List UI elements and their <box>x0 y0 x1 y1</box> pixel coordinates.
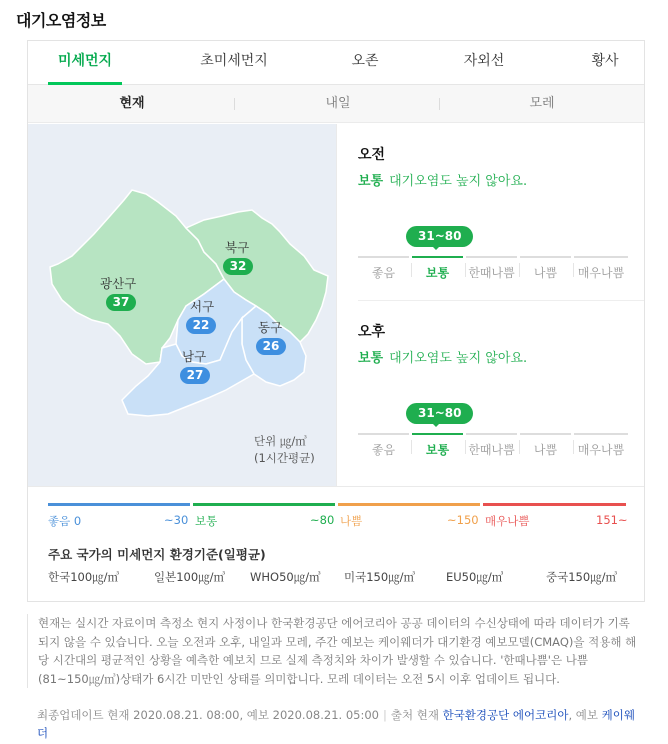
district-value-seo: 22 <box>186 317 216 334</box>
scale-seg-bad <box>520 256 571 258</box>
standard-very-bad-end: 151~ <box>596 513 628 527</box>
forecast-afternoon-title: 오후 <box>358 324 386 340</box>
district-map <box>28 124 336 486</box>
level-temp-bad: 한때나쁨 <box>468 266 515 280</box>
forecast-afternoon-range <box>406 403 473 424</box>
level-very-bad: 매우나쁨 <box>577 443 625 457</box>
level-normal: 보통 <box>425 443 450 457</box>
map-shapes <box>28 124 336 486</box>
scale-seg-very-bad <box>574 256 628 258</box>
level-bad: 나쁨 <box>533 443 558 457</box>
standard-good-end: ~30 <box>164 513 189 527</box>
time-subtabs <box>28 85 644 123</box>
district-name-gwangsan: 광산구 <box>100 276 137 291</box>
district-value-buk: 32 <box>223 258 253 275</box>
forecast-afternoon-status <box>358 347 628 366</box>
standard-good-label: 좋음 0 <box>48 514 82 528</box>
country-japan: 일본100㎍/㎥ <box>154 570 226 584</box>
forecast-morning-status <box>358 170 628 189</box>
forecast-afternoon-message: 대기오염도 높지 않아요. <box>389 351 528 366</box>
standard-bar-very-bad <box>483 503 626 506</box>
district-name-buk: 북구 <box>225 240 250 255</box>
scale-seg-normal <box>412 256 463 258</box>
standard-title: 주요 국가의 미세먼지 환경기준(일평균) <box>48 547 266 562</box>
source-prefix: 출처 현재 <box>390 708 439 722</box>
air-quality-card <box>27 40 645 602</box>
scale-seg-good <box>358 256 409 258</box>
source-link-kweather[interactable]: 케이웨더 <box>37 708 635 740</box>
forecast-morning <box>358 144 628 280</box>
standard-very-bad-label: 매우나쁨 <box>485 514 530 528</box>
unit-note: (1시간평균) <box>254 451 315 465</box>
country-who: WHO50㎍/㎥ <box>250 570 321 584</box>
level-very-bad: 매우나쁨 <box>577 266 625 280</box>
scale-seg-good <box>358 433 409 435</box>
level-good: 좋음 <box>371 443 396 457</box>
subtab-divider <box>439 98 440 110</box>
update-time: 최종업데이트 현재 2020.08.21. 08:00, 예보 2020.08.21. 05:00 <box>37 708 379 722</box>
page-title: 대기오염정보 <box>16 11 106 30</box>
pollutant-tabs <box>28 41 644 85</box>
data-notice <box>27 614 637 688</box>
standard-normal-label: 보통 <box>195 514 218 528</box>
standard-bad-end: ~150 <box>447 513 479 527</box>
standard-bad-label: 나쁨 <box>340 514 363 528</box>
unit-label: 단위 ㎍/㎥ <box>254 434 307 448</box>
country-korea: 한국100㎍/㎥ <box>48 570 120 584</box>
forecast-afternoon-scale <box>358 403 628 457</box>
forecast-divider <box>358 300 644 301</box>
source-link-airkorea[interactable]: 한국환경공단 에어코리아 <box>442 708 569 722</box>
forecast-morning-message: 대기오염도 높지 않아요. <box>389 174 528 189</box>
forecast-morning-range <box>406 226 473 247</box>
standard-bar-normal <box>193 503 335 506</box>
district-value-dong: 26 <box>256 338 286 355</box>
scale-seg-temp-bad <box>466 433 517 435</box>
panel-divider <box>336 124 337 486</box>
scale-seg-very-bad <box>574 433 628 435</box>
tab-uv[interactable]: 자외선 <box>463 53 505 69</box>
standard-normal-end: ~80 <box>310 513 335 527</box>
standard-bar-bad <box>338 503 480 506</box>
scale-seg-normal <box>412 433 463 435</box>
footer <box>37 706 637 742</box>
forecast-afternoon-grade: 보통 <box>358 351 384 366</box>
district-value-gwangsan: 37 <box>106 294 136 311</box>
country-usa: 미국150㎍/㎥ <box>344 570 416 584</box>
subtab-now[interactable]: 현재 <box>119 96 145 111</box>
tab-yellow-dust[interactable]: 황사 <box>591 53 619 69</box>
forecast-morning-title: 오전 <box>358 147 386 163</box>
notice-text: 현재는 실시간 자료이며 측정소 현지 사정이나 한국환경공단 에어코리아 공공 데이터의 수신상태에 따라 데이터가 기록되지 않을 수 있습니다. 오늘 오전과 오후, 내일과 모레, 주간 예보는 케이웨더가 대기환경 예보모델(CMAQ)을 적용해 해당 시간대의 평균적인 상황을 예측한 예보치 므로 실제 측정치와 차이가 발생할 수 있습니다. '한때나쁨'은 나쁨(81~150㎍/㎥)상태가 6시간 미만인 상태를 의미합니다. 모레 데이터는 오전 5시 이후 업데이트 됩니다. <box>38 616 637 686</box>
forecast-afternoon <box>358 321 628 457</box>
footer-pipe: | <box>382 708 387 722</box>
forecast-morning-scale <box>358 226 628 280</box>
subtab-day-after[interactable]: 모레 <box>529 96 555 111</box>
district-name-nam: 남구 <box>182 349 207 364</box>
subtab-tomorrow[interactable]: 내일 <box>325 96 351 111</box>
country-china: 중국150㎍/㎥ <box>546 570 618 584</box>
unit-info <box>254 433 315 467</box>
range-text: 31~80 <box>418 229 462 243</box>
district-name-seo: 서구 <box>190 299 215 314</box>
level-good: 좋음 <box>371 266 396 280</box>
level-bad: 나쁨 <box>533 266 558 280</box>
country-eu: EU50㎍/㎥ <box>446 570 504 584</box>
subtab-divider <box>234 98 235 110</box>
district-name-dong: 동구 <box>258 320 283 335</box>
standard-bar-good <box>48 503 190 506</box>
section-divider <box>28 486 644 487</box>
range-text: 31~80 <box>418 406 462 420</box>
source-mid: , 예보 <box>568 708 598 722</box>
tab-fine-dust[interactable]: 미세먼지 <box>48 41 122 85</box>
scale-seg-bad <box>520 433 571 435</box>
scale-seg-temp-bad <box>466 256 517 258</box>
tab-ozone[interactable]: 오존 <box>351 53 379 69</box>
level-normal: 보통 <box>425 266 450 280</box>
forecast-morning-grade: 보통 <box>358 174 384 189</box>
tab-ultrafine-dust[interactable]: 초미세먼지 <box>200 53 268 69</box>
level-temp-bad: 한때나쁨 <box>468 443 515 457</box>
district-value-nam: 27 <box>180 367 210 384</box>
